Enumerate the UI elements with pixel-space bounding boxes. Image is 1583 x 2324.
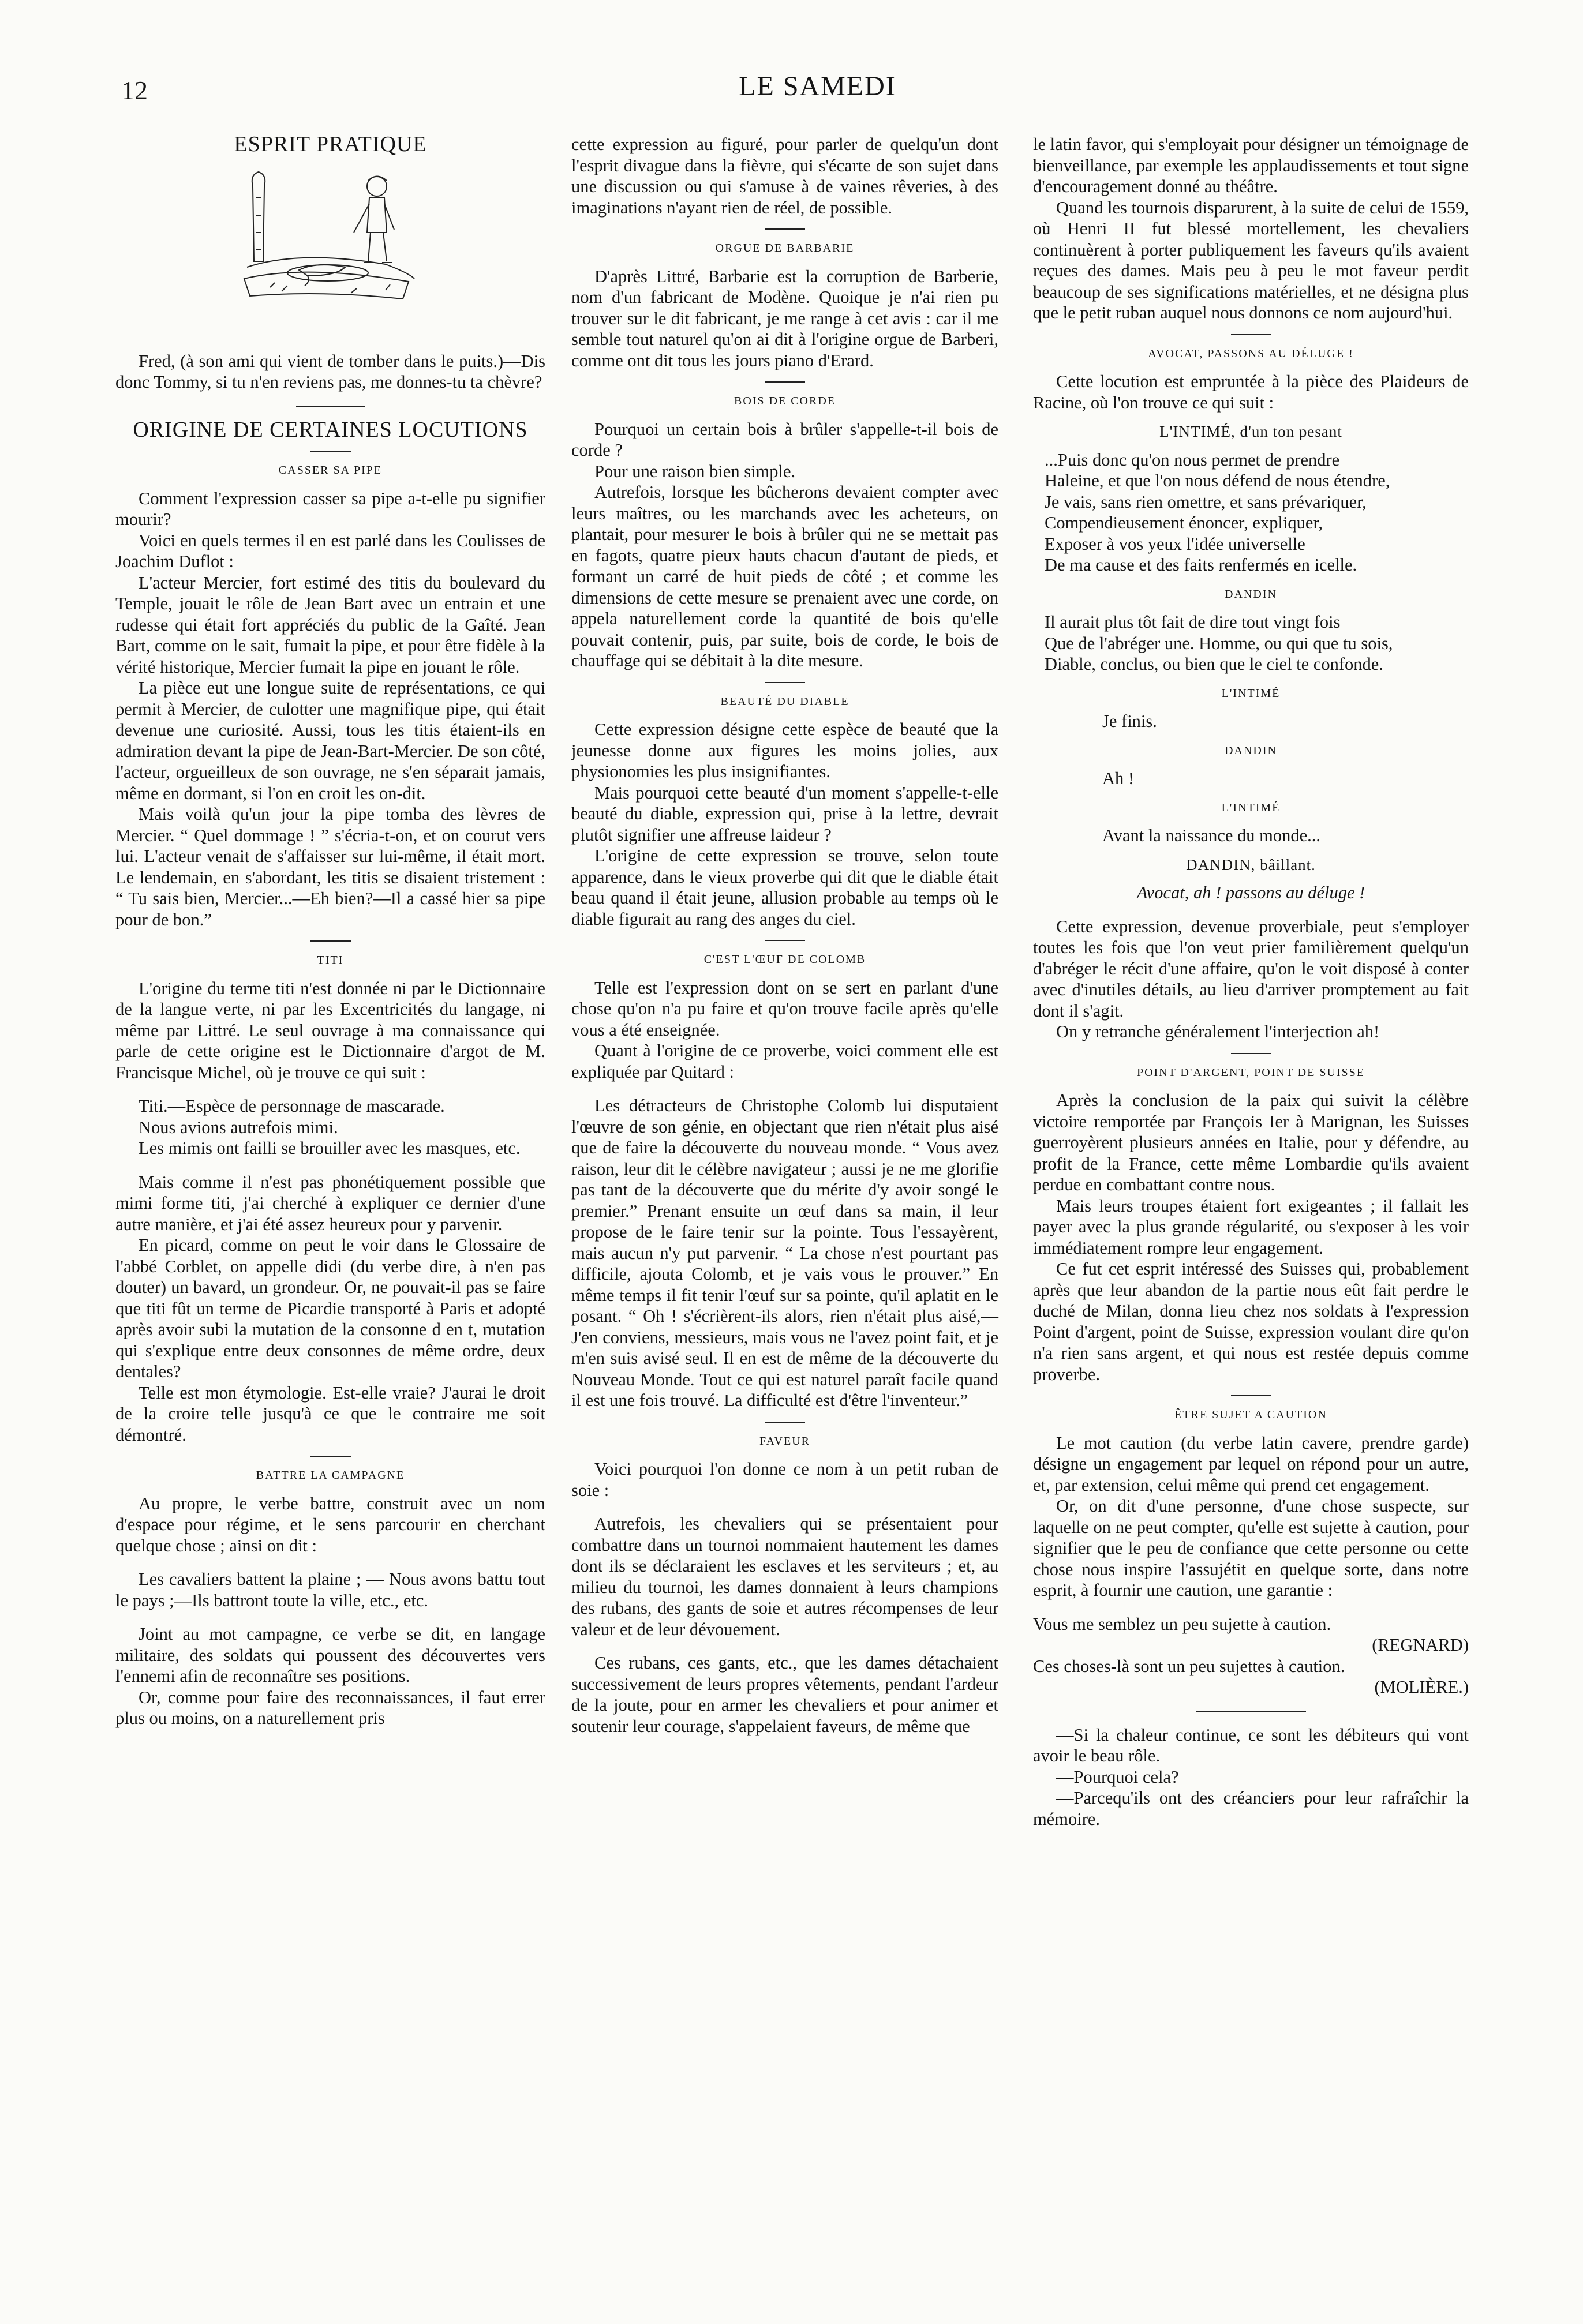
etre-sujet-a-caution-heading: ÊTRE SUJET A CAUTION [1174,1408,1327,1421]
verse-line: Avant la naissance du monde... [1102,826,1321,845]
paragraph: le latin favor, qui s'employait pour désigner un témoignage de bienveillance, par exemple les applaudissements et tout signe d'encouragement donné au théâtre. [1033,134,1469,196]
paragraph: L'origine du terme titi n'est donnée ni par le Dictionnaire de la langue verte, ni par les Excentricités du langage, ni même par Littré. Le seul ouvrage à ma connaissance qui parle de cette origine est le Dictionnaire d'argot de M. Francisque Michel, où je trouve ce qui suit : [115,978,545,1082]
paragraph: Autrefois, les chevaliers qui se présentaient pour combattre dans un tournoi nommaient hautement les dames dont ils se déclaraient les esclaves et les serviteurs ; et, au milieu du tournoi, les dames donnaient à leurs champions des rubans, des gants de soie et autres récompenses de leur valeur et de leur dévouement. [571,1514,998,1639]
verse-line: Je vais, sans rien omettre, et sans prévariquer, [1045,492,1367,512]
speaker-intime: L'INTIMÉ, d'un ton pesant [1159,423,1342,440]
speaker-dandin: DANDIN [1225,744,1277,757]
verse-line: Exposer à vos yeux l'idée universelle [1045,534,1305,554]
divider [765,381,805,383]
esprit-pratique-title: ESPRIT PRATIQUE [234,132,427,156]
paragraph: Autrefois, lorsque les bûcherons devaient compter avec leurs maîtres, ou les marchands avec les acheteurs, on plantait, pour mesurer le bois à brûler qui ne se mettait pas en fagots, quatre pieux hauts chacun d'autant de pieds, et formant un carré de huit pieds de côté ; et comme les dimensions de cette mesure se prenaient avec une corde, on appela naturellement corde la quantité de bois qu'elle pouvait contenir, puis, par suite, bois de corde, le bois de chauffage qui se débitait à la dite mesure. [571,482,998,670]
column-2 [571,134,998,1737]
divider [1231,334,1271,335]
divider [765,682,805,683]
speaker-intime: L'INTIMÉ [1221,687,1281,700]
quote-line: Titi.—Espèce de personnage de mascarade. [139,1096,445,1116]
page-header [121,70,1514,117]
paragraph: Le mot caution (du verbe latin cavere, prendre garde) désigne un engagement par lequel on répond pour un autre, et, par extension, celui même qui prend cet engagement. [1033,1433,1469,1495]
joke-line: —Si la chaleur continue, ce sont les débiteurs qui vont avoir le beau rôle. [1033,1725,1469,1766]
speaker-intime: L'INTIMÉ [1221,801,1281,814]
paragraph: Telle est mon étymologie. Est-elle vraie? J'aurai le droit de la croire telle jusqu'à ce que le contraire me soit démontré. [115,1382,545,1445]
paragraph: En picard, comme on peut le voir dans le Glossaire de l'abbé Corblet, on appelle didi (du verbe dire, à n'en pas douter) un bavard, un grondeur. Or, ne pouvait-il pas se faire que titi fût un terme de Picardie transporté à Paris et adopté après avoir subi la mutation de la consonne d en t, mutation qui s'explique entre deux consonnes de même ordre, deux dentales? [115,1235,545,1381]
paragraph: Les détracteurs de Christophe Colomb lui disputaient l'œuvre de son génie, en objectant que rien n'était plus aisé que de faire la découverte du nouveau monde. “ Vous avez raison, leur dit le célèbre navigateur ; aussi je ne me glorifie pas tant de la découverte que du mérite d'y avoir songé le premier.” Prenant ensuite un œuf dans sa main, il leur propose de le faire tenir sur la pointe. Tous l'essayèrent, mais aucun n'y put parvenir. “ La chose n'est pourtant pas difficile, ajouta Colomb, et je vais vous le prouver.” En même temps il fit tenir l'œuf sur sa pointe, qu'il aplatit en le posant. “ Oh ! s'écrièrent-ils alors, rien n'était plus aisé,—J'en conviens, messieurs, mais vous ne l'avez point fait, et je m'en suis avisé seul. Il en est de même de la découverte du Nouveau Monde. Tout ce qui est naturel paraît facile quand il est une fois trouvé. La difficulté est d'être l'inventeur.” [571,1096,998,1410]
paragraph: Quant à l'origine de ce proverbe, voici comment elle est expliquée par Quitard : [571,1041,998,1082]
paragraph: Cette locution est empruntée à la pièce des Plaideurs de Racine, où l'on trouve ce qui suit : [1033,372,1469,413]
paragraph: Joint au mot campagne, ce verbe se dit, en langage militaire, des soldats qui poussent des découvertes vers l'ennemi afin de reconnaître ses positions. [115,1624,545,1686]
verse-line: Haleine, et que l'on nous défend de nous étendre, [1045,471,1390,490]
beaute-du-diable-heading: BEAUTÉ DU DIABLE [720,695,849,708]
speaker-dandin-baillant: DANDIN, bâillant. [1186,856,1316,874]
verse-line: Avocat, ah ! passons au déluge ! [1136,883,1365,902]
paragraph: On y retranche généralement l'interjection ah! [1056,1022,1380,1041]
verse-line: Que de l'abréger une. Homme, ou qui que tu sois, [1045,633,1393,653]
quote-line: Ces choses-là sont un peu sujettes à caution. [1033,1656,1345,1676]
paragraph: Mais pourquoi cette beauté d'un moment s'appelle-t-elle beauté du diable, expression qui, prise à la lettre, devrait plutôt signifier une affreuse laideur ? [571,782,998,845]
divider [310,451,351,452]
divider [765,228,805,230]
divider [310,1456,351,1457]
well-illustration [235,163,426,310]
paragraph: Or, comme pour faire des reconnaissances, il faut errer plus ou moins, on a naturellement pris [115,1687,545,1728]
divider [1231,1395,1271,1396]
paragraph: Quand les tournois disparurent, à la suite de celui de 1559, où Henri II fut blessé mortellement, les chevaliers continuèrent à porter publiquement les faveurs qu'ils avaient reçues des dames. Mais peu à peu le mot faveur perdit beaucoup de ses significations matérielles, et ne désigna plus que le petit ruban auquel nous donnons ce nom aujourd'hui. [1033,197,1469,323]
quote-attribution: (MOLIÈRE.) [1374,1677,1469,1697]
paragraph: Cette expression, devenue proverbiale, peut s'employer toutes les fois que l'on veut prier familièrement quelqu'un d'abréger le récit d'une affaire, qu'on le voit disposé à conter avec d'inutiles détails, au lieu d'arriver promptement au fait dont il s'agit. [1033,916,1469,1021]
paragraph: Mais leurs troupes étaient fort exigeantes ; il fallait les payer avec la plus grande régularité, ou s'exposer à les voir immédiatement rompre leur engagement. [1033,1195,1469,1258]
divider [310,940,351,942]
paragraph: Voici pourquoi l'on donne ce nom à un petit ruban de soie : [571,1459,998,1500]
verse-line: ...Puis donc qu'on nous permet de prendre [1045,449,1340,470]
divider [1231,1053,1271,1054]
quote-line: Les mimis ont failli se brouiller avec les masques, etc. [139,1138,521,1158]
joke-line: —Pourquoi cela? [1056,1767,1179,1787]
divider [296,406,365,407]
paragraph: L'acteur Mercier, fort estimé des titis du boulevard du Temple, jouait le rôle de Jean Bart avec un entrain et une rudesse qui était fort appréciés du public de la Gaîté. Jean Bart, comme on le sait, fumait la pipe, et pour être fidèle à la vérité historique, Mercier fumait la pipe en jouant le rôle. [115,572,545,677]
paragraph: Or, on dit d'une personne, d'une chose suspecte, sur laquelle on ne peut compter, qu'elle est sujette à caution, pour signifier que le peu de confiance que cette personne ou cette chose nous inspire l'assujétit en quelque sorte, dans notre esprit, à fournir une caution, une garantie : [1033,1496,1469,1600]
paragraph: La pièce eut une longue suite de représentations, ce qui permit à Mercier, de culotter une magnifique pipe, qui était devenue une curiosité. Aussi, tous les titis étaient-ils en admiration devant la pipe de Jean-Bart-Mercier. De son côté, l'acteur, orgueilleux de son ouvrage, ne s'en séparait jamais, même en dormant, si l'on en croit les on-dit. [115,678,545,803]
quote-line: Vous me semblez un peu sujette à caution. [1033,1614,1331,1634]
column-3 [1033,134,1469,1830]
paragraph: Pour une raison bien simple. [594,461,796,481]
paragraph: Voici en quels termes il en est parlé dans les Coulisses de Joachim Duflot : [115,530,545,571]
page-number: 12 [121,76,148,105]
battre-la-campagne-heading: BATTRE LA CAMPAGNE [256,1469,405,1482]
paragraph: Mais comme il n'est pas phonétiquement possible que mimi forme titi, j'ai cherché à expliquer ce dernier d'une autre manière, et j'ai été assez heureux pour y parvenir. [115,1172,545,1234]
quote-line: Nous avions autrefois mimi. [139,1117,338,1137]
paragraph: Ce fut cet esprit intéressé des Suisses qui, probablement après que leur abandon de la partie nous eût fait perdre le duché de Milan, donna lieu chez nos soldats à l'expression Point d'argent, point de Suisse, expression voulant dire qu'on n'a rien sans argent, et qui nous est restée depuis comme proverbe. [1033,1259,1469,1384]
origine-title: ORIGINE DE CERTAINES LOCUTIONS [133,417,528,442]
speaker-dandin: DANDIN [1225,587,1277,601]
casser-sa-pipe-heading: CASSER SA PIPE [278,464,383,477]
paragraph: Les cavaliers battent la plaine ; — Nous avons battu tout le pays ;—Ils battront toute la ville, etc., etc. [115,1569,545,1610]
journal-title: LE SAMEDI [739,71,896,102]
oeuf-de-colomb-heading: C'EST L'ŒUF DE COLOMB [703,953,866,966]
paragraph: Après la conclusion de la paix qui suivit la célèbre victoire remportée par François Ier à Marignan, les Suisses guerroyèrent plusieurs années en Italie, pour y défendre, au profit de la France, cette même Lombardie qu'ils avaient perdue en combattant contre nous. [1033,1090,1469,1194]
illustration-caption: Fred, (à son ami qui vient de tomber dans le puits.)—Dis donc Tommy, si tu n'en reviens pas, me donnes-tu ta chèvre? [115,351,545,392]
paragraph: cette expression au figuré, pour parler de quelqu'un dont l'esprit divague dans la fièvre, qui s'écarte de son sujet dans une discussion ou qui s'amuse à de vaines rêveries, à des imaginations n'ayant rien de réel, de possible. [571,134,998,218]
orgue-de-barbarie-heading: ORGUE DE BARBARIE [715,242,855,254]
paragraph: Comment l'expression casser sa pipe a-t-elle pu signifier mourir? [115,488,545,529]
faveur-heading: FAVEUR [759,1434,810,1448]
bois-de-corde-heading: BOIS DE CORDE [734,395,836,407]
paragraph: D'après Littré, Barbarie est la corruption de Barberie, nom d'un fabricant de Modène. Quoique je n'ai rien pu trouver sur le dit fabricant, je me range à cet avis : car il me semble tout naturel qu'on ai dit à l'origine orgue de Barberi, comme ont dit tous les jours piano d'Erard. [571,266,998,370]
point-d-argent-heading: POINT D'ARGENT, POINT DE SUISSE [1136,1066,1365,1079]
paragraph: L'origine de cette expression se trouve, selon toute apparence, dans le vieux proverbe qui dit que le diable était beau quand il était jeune, allusion probable au temps où le diable figurait au rang des anges du ciel. [571,846,998,929]
verse-line: Compendieusement énoncer, expliquer, [1045,513,1323,533]
joke-line: —Parcequ'ils ont des créanciers pour leur rafraîchir la mémoire. [1033,1788,1469,1829]
paragraph: Pourquoi un certain bois à brûler s'appelle-t-il bois de corde ? [571,419,998,460]
paragraph: Ces rubans, ces gants, etc., que les dames détachaient successivement de leurs propres vêtements, pendant l'ardeur de la joute, pour en armer les chevaliers et pour animer et soutenir leur courage, s'appelaient faveurs, de même que [571,1653,998,1736]
divider [765,940,805,941]
quote-attribution: (REGNARD) [1372,1635,1469,1655]
divider [765,1422,805,1423]
avocat-deluge-heading: AVOCAT, PASSONS AU DÉLUGE ! [1148,347,1354,360]
paragraph: Au propre, le verbe battre, construit avec un nom d'espace pour régime, et le sens parcourir en cherchant quelque chose ; ainsi on dit : [115,1493,545,1555]
titi-heading: TITI [317,954,344,966]
verse-line: Ah ! [1102,769,1135,788]
paragraph: Mais voilà qu'un jour la pipe tomba des lèvres de Mercier. “ Quel dommage ! ” s'écria-t-on, et on courut vers lui. L'acteur venait de s'affaisser sur lui-même, il était mort. Le lendemain, en s'abordant, les titis se disaient tristement : “ Tu sais bien, Mercier...—Eh bien?—Il a cassé hier sa pipe pour de bon.” [115,804,545,929]
verse-line: Diable, conclus, ou bien que le ciel te confonde. [1045,654,1383,674]
paragraph: Cette expression désigne cette espèce de beauté que la jeunesse donne aux figures les moins jolies, aux physionomies les plus insignifiantes. [571,719,998,781]
divider [1196,1711,1306,1712]
verse-line: De ma cause et des faits renfermés en icelle. [1045,555,1357,575]
verse-line: Il aurait plus tôt fait de dire tout vingt fois [1045,612,1341,632]
paragraph: Telle est l'expression dont on se sert en parlant d'une chose qu'on n'a pu faire et qu'on trouve facile après qu'elle vous a été enseignée. [571,977,998,1040]
column-1 [115,134,545,1729]
verse-line: Je finis. [1102,711,1157,731]
